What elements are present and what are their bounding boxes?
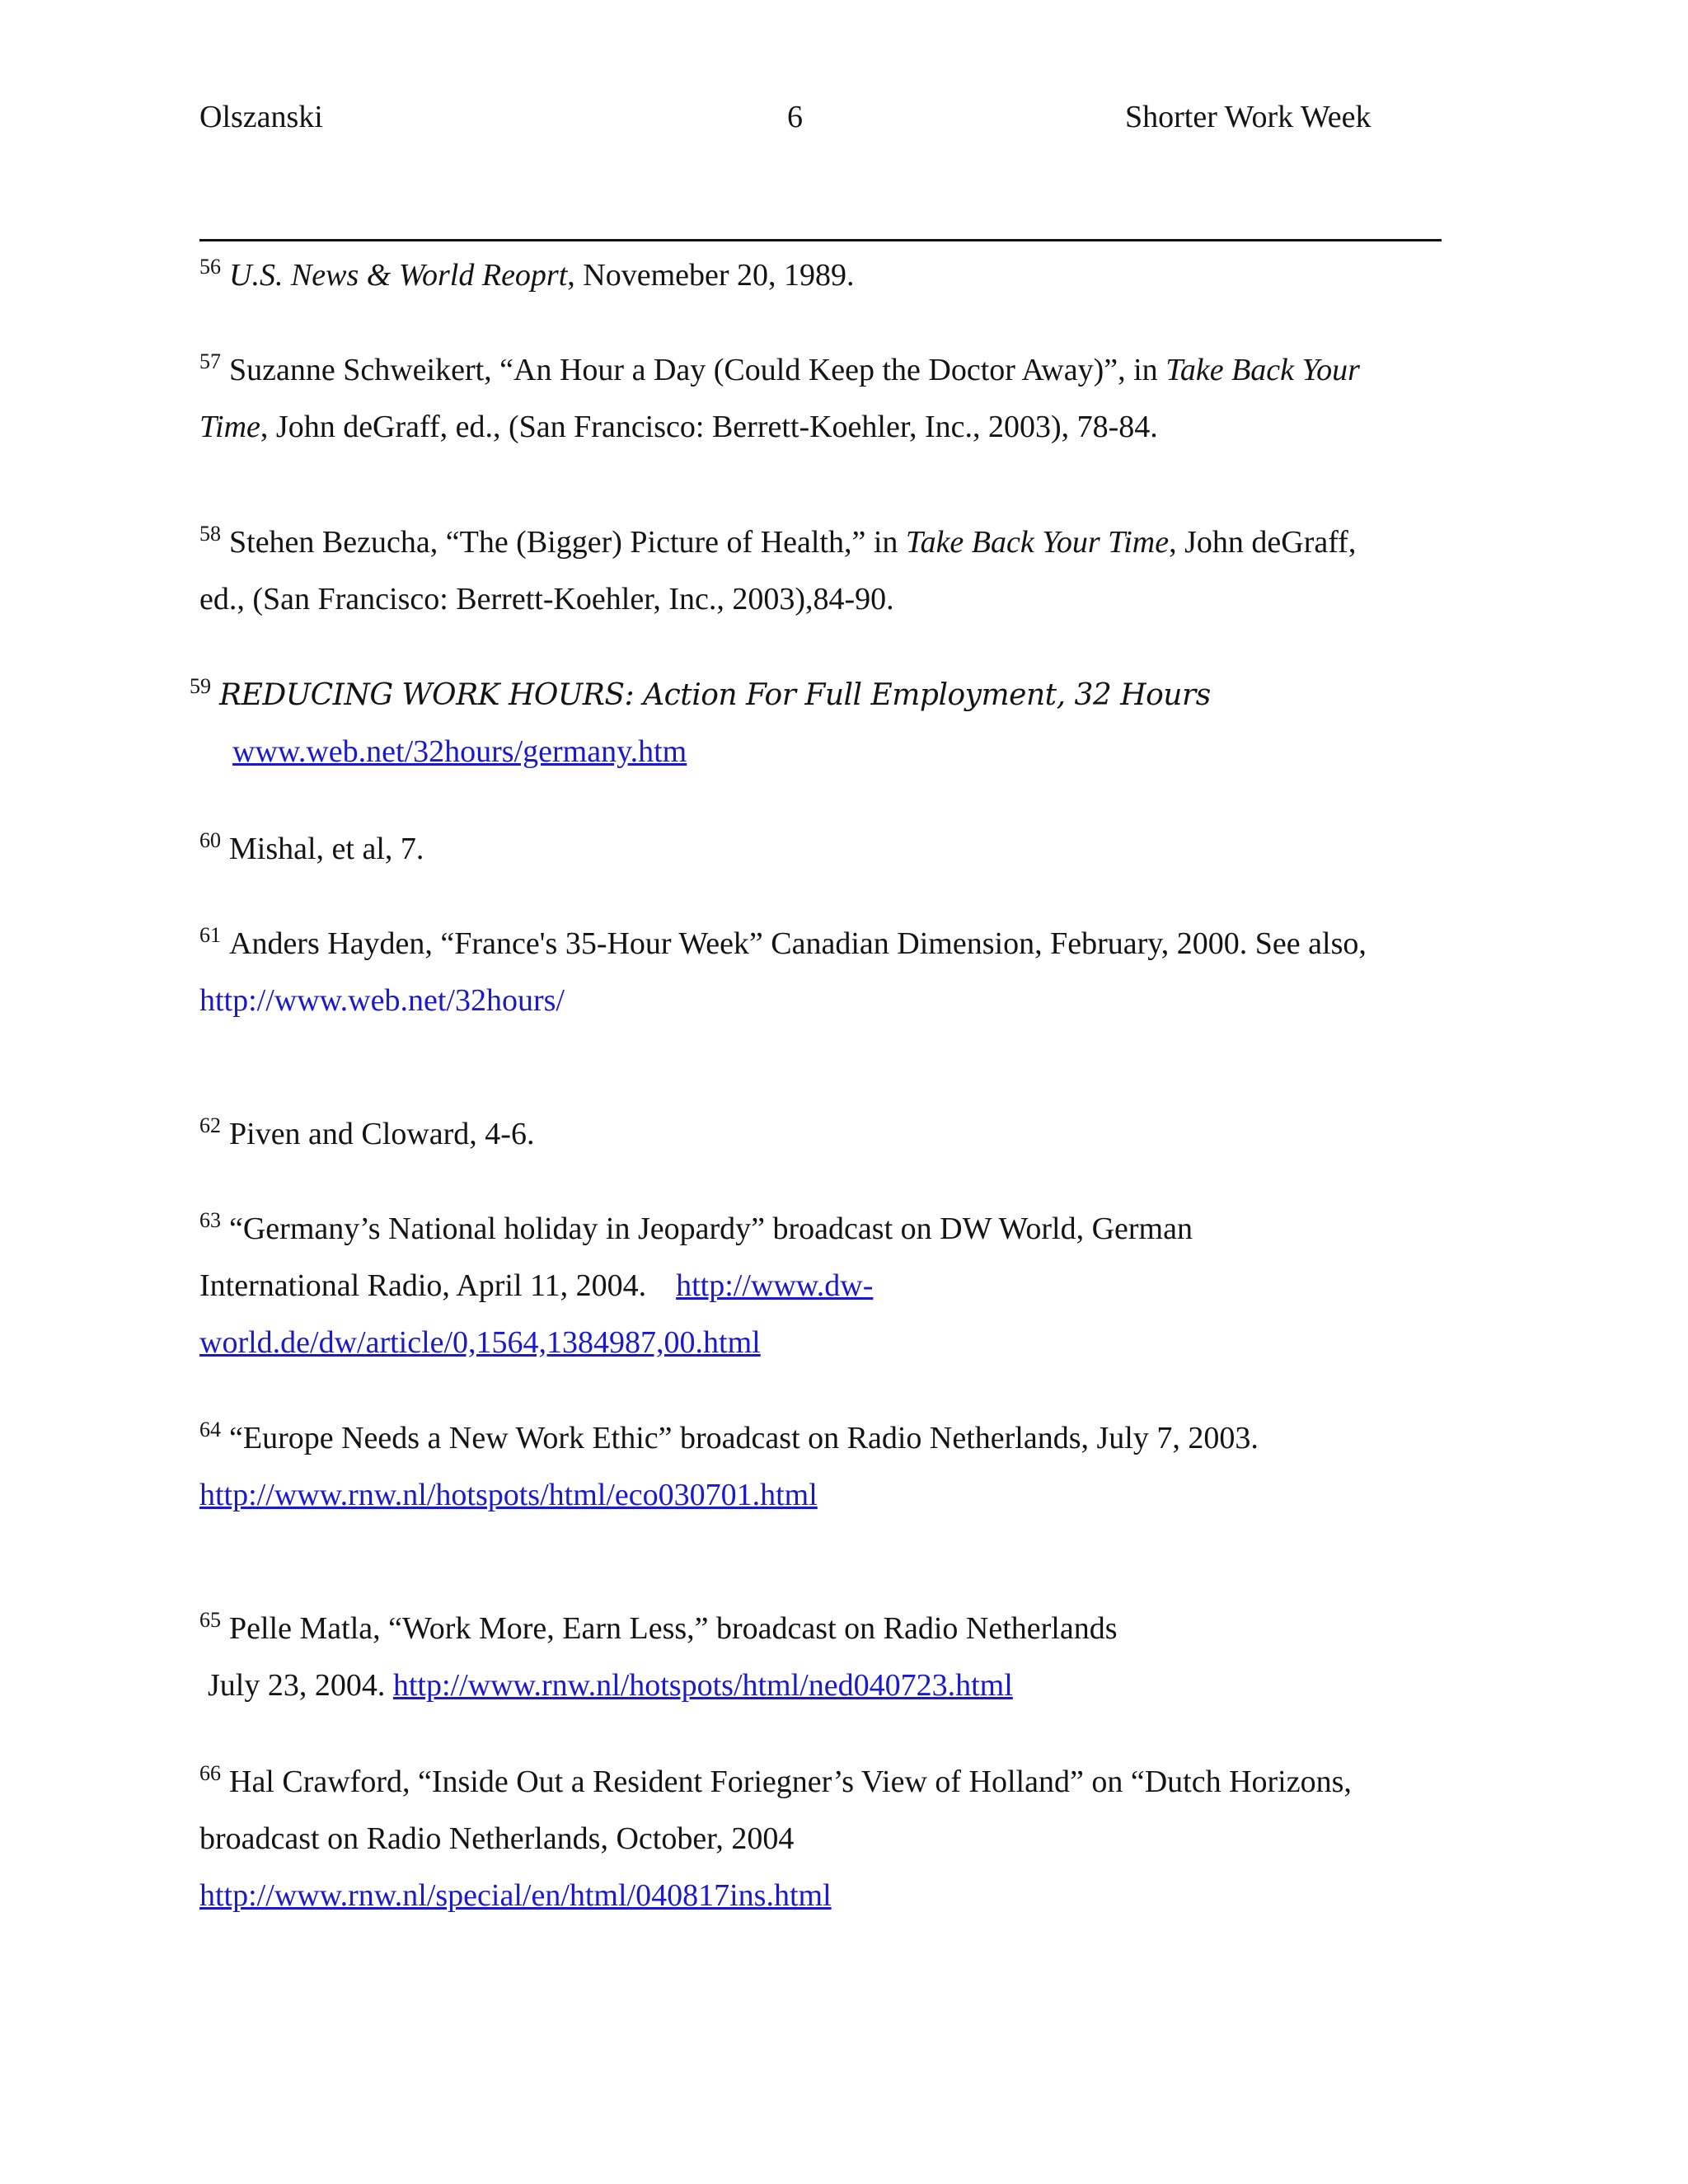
- footnote-text: Piven and Cloward, 4-6.: [229, 1117, 535, 1151]
- footnote-number: 60: [199, 828, 221, 852]
- footnote-number: 58: [199, 522, 221, 546]
- footnote-text: Hal Crawford, “Inside Out a Resident Foriegner’s View of Holland” on “Dutch Horizons,: [229, 1765, 1352, 1799]
- footnote-text: Stehen Bezucha, “The (Bigger) Picture of Health,” in: [229, 525, 906, 560]
- footnote-text: Suzanne Schweikert, “An Hour a Day (Could Keep the Doctor Away)”, in: [229, 353, 1166, 387]
- footnote-63: [199, 1201, 1444, 1371]
- footnote-text: , John deGraff,: [1169, 525, 1357, 560]
- footnote-59: [190, 667, 1434, 780]
- footnote-66: [199, 1754, 1444, 1924]
- footnote-link[interactable]: http://www.dw-: [676, 1268, 874, 1303]
- footnote-61: [199, 916, 1444, 1029]
- footnote-60: [199, 821, 1444, 878]
- footnote-link[interactable]: http://www.web.net/32hours/: [199, 983, 565, 1018]
- footnote-text: “Germany’s National holiday in Jeopardy” broadcast on DW World, German: [229, 1212, 1193, 1246]
- footnote-text: International Radio, April 11, 2004.: [199, 1268, 647, 1303]
- footnote-text: , Novemeber 20, 1989.: [567, 258, 855, 293]
- footnote-number: 56: [199, 255, 221, 279]
- footnote-text: , John deGraff, ed., (San Francisco: Berrett-Koehler, Inc., 2003), 78-84.: [260, 410, 1158, 444]
- footnote-text: Mishal, et al, 7.: [229, 832, 424, 866]
- footnote-text: Pelle Matla, “Work More, Earn Less,” broadcast on Radio Netherlands: [229, 1611, 1118, 1646]
- footnote-number: 66: [199, 1761, 221, 1785]
- footnote-57: [199, 342, 1444, 456]
- footnote-link[interactable]: http://www.rnw.nl/special/en/html/040817ins.html: [199, 1878, 832, 1913]
- footnote-number: 59: [190, 674, 211, 698]
- footnote-text: Anders Hayden, “France's 35-Hour Week” Canadian Dimension, February, 2000. See also,: [229, 926, 1367, 961]
- publication-title: U.S. News & World Reoprt: [229, 258, 568, 293]
- footnote-65: [199, 1601, 1444, 1714]
- footnote-text: broadcast on Radio Netherlands, October, 2004: [199, 1821, 795, 1856]
- running-header-author: Olszanski: [199, 100, 323, 134]
- book-title-cont: Time: [199, 410, 260, 444]
- footnote-number: 64: [199, 1418, 221, 1441]
- footnote-link[interactable]: http://www.rnw.nl/hotspots/html/ned040723.html: [392, 1668, 1013, 1703]
- footnote-link-cont[interactable]: world.de/dw/article/0,1564,1384987,00.html: [199, 1325, 761, 1360]
- web-page-title: REDUCING WORK HOURS: Action For Full Employment, 32 Hours: [219, 678, 1211, 712]
- footnote-number: 62: [199, 1113, 221, 1137]
- footnote-text: July 23, 2004.: [208, 1668, 386, 1703]
- book-title: Take Back Your Time: [905, 525, 1170, 560]
- book-title: Take Back Your: [1165, 353, 1360, 387]
- footnote-64: [199, 1410, 1444, 1524]
- footnote-text: “Europe Needs a New Work Ethic” broadcast on Radio Netherlands, July 7, 2003.: [229, 1421, 1259, 1455]
- footnote-number: 63: [199, 1208, 221, 1232]
- footnote-number: 65: [199, 1608, 221, 1632]
- footnote-link[interactable]: http://www.rnw.nl/hotspots/html/eco030701.html: [199, 1478, 818, 1512]
- footnote-56: [199, 247, 1444, 304]
- footnote-62: [199, 1106, 1444, 1163]
- footnote-number: 57: [199, 349, 221, 373]
- footnote-number: 61: [199, 923, 221, 947]
- footnote-58: [199, 514, 1444, 628]
- page-number: 6: [787, 100, 803, 134]
- footnote-separator-rule: [199, 239, 1442, 241]
- footnote-link[interactable]: www.web.net/32hours/germany.htm: [232, 734, 687, 769]
- running-header-title: Shorter Work Week: [1125, 100, 1372, 134]
- footnote-text: ed., (San Francisco: Berrett-Koehler, Inc., 2003),84-90.: [199, 582, 894, 616]
